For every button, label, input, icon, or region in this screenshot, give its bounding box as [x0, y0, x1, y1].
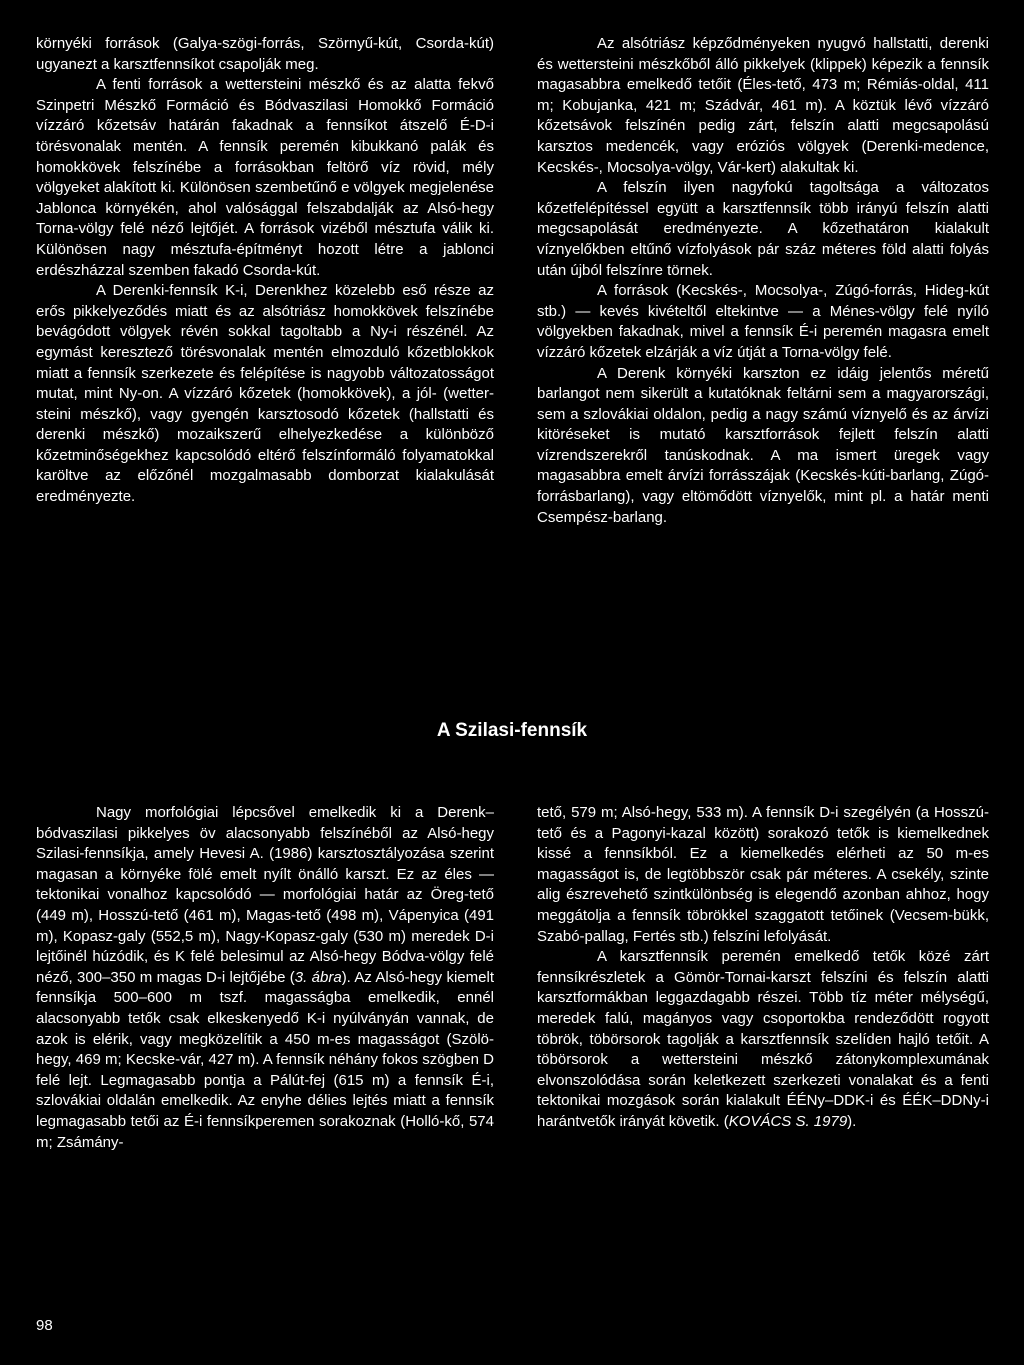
paragraph-text: A karsztfennsík peremén emelkedő tetők közé zárt fennsíkrészletek a Gömör-Tornai-karszt felszíni és felszín alatti karsztformákban leggazdagabb részei. Több tíz méter mélységű, meredek falú, magányos vagy csoportokba rendeződött rogyott töbrök, töbörsorok tagolják a karsztfennsík szelíden hajló tetőit. A töbörsorok a wettersteini mészkő zátonykomplexumának elvonszolódása során keletkezett szerkezeti vonalakat és a fenti tektonikai mozgások során kialakult ÉÉNy–DDK-i és ÉÉK–DDNy-i harántvetők irányát követik. (	[537, 948, 989, 1130]
paragraph	[537, 947, 989, 1132]
paragraph-text: ). Az Alsó-hegy kiemelt fennsíkja 500–600 m tszf. magasságba emelkedik, ennél alacsonyabb tetők csak elkeskenyedő K-i nyúlványán vannak, de azok is elérik, vagy megközelítik a 450 m-es magasságot (Szölö-hegy, 469 m; Kecske-vár, 427 m). A fennsík néhány fokos szögben D felé lejt. Legmagasabb pontja a Pálút-fej (615 m) a fennsík É-i, szlovákiai oldalán emelkedik. Az enyhe délies lejtés miatt a fennsík legmagasabb tetői az É-i fennsíkperemen sorakoznak (Holló-kő, 574 m; Zsámány-	[36, 968, 494, 1151]
paragraph-text: Nagy morfológiai lépcsővel emelkedik ki a Derenk–bódvaszilasi pikkelyes öv alacsonyabb felszínéből az Alsó-hegy Szilasi-fennsíkja, amely Hevesi A. (1986) karsztosztályozása szerint magasan a környéke fölé emelt nyílt önálló karszt. Ez az éles — tektonikai vonalhoz kapcsolódó — morfológiai határ az Öreg-tető (449 m), Hosszú-tető (461 m), Magas-tető (498 m), Vápenyica (491 m), Kopasz-galy (552,5 m), Nagy-Kopasz-galy (530 m) meredek D-i lejtőinél húzódik, és K felé belesimul az Alsó-hegy Bódva-völgy felé néző, 300–350 m magas D-i lejtőjébe (	[36, 804, 494, 986]
bottom-right-column	[537, 803, 989, 1133]
paragraph: A Derenki-fennsík K-i, Derenkhez közelebb eső része az erős pikkelyeződés miatt és az alsótriász homokkövek felszínébe bevágódott völgyek révén sokkal tagoltabb a Ny-i részénél. Az egymást keresztező törésvonalak mentén elmozduló kőzetblokkok miatt a fennsík szerkezete és felépítése is nagyobb változatosságot mutat, mint Ny-on. A vízzáró kőzetek (homokkövek), a jól- (wetter-steini mészkő), vagy gyengén karsztosodó kőzetek (hallstatti és derenki mészkő) mozaikszerű elhelyezkedése a különböző kőzetminőségekhez kapcsolódó eltérő felszínformáló folyamatokkal karöltve az előzőnél mozgalmasabb domborzat kialakulását eredményezte.	[36, 282, 494, 506]
paragraph: A fenti források a wettersteini mészkő és az alatta fekvő Szinpetri Mészkő Formáció és Bódvaszilasi Homokkő Formáció vízzáró kőzetsáv határán fakadnak a fennsíkot átszelő É-D-i törésvonalak mentén. A fennsík peremén kibukkanó palák és homokkövek felszínébe a forrásokban feltörő víz rövid, mély völgyeket alakított ki. Különösen szembetűnő e völgyek megjelenése Jablonca környékén, ahol valósággal felszabdalják az Alsó-hegy Torna-völgy felé néző lejtőjét. A források vizéből mésztufa válik ki. Különösen nagy mésztufa-építményt hozott létre a jablonci erdészházzal szemben fakadó Csorda-kút.	[36, 76, 494, 279]
paragraph: A források (Kecskés-, Mocsolya-, Zúgó-forrás, Hideg-kút stb.) — kevés kivételtől eltekintve — a Ménes-völgy felé nyíló völgyekben fakadnak, mivel a fennsík É-i peremén magasra emelt vízzáró kőzetek elzárják a víz útját a Torna-völgy felé.	[537, 282, 989, 361]
paragraph: környéki források (Galya-szögi-forrás, Szörnyű-kút, Csorda-kút) ugyanezt a karsztfennsíkot csapolják meg.	[36, 35, 494, 73]
top-left-column	[36, 34, 494, 508]
top-right-column	[537, 34, 989, 528]
paragraph: A Derenk környéki karszton ez idáig jelentős méretű barlangot nem sikerült a kutatóknak feltárni sem a magyarországi, sem a szlovákiai oldalon, pedig a nagy számú víznyelő és az árvízi kitöréseket is mutató karsztforrások fejlett felszín alatti vízrendszerekről tanúskodnak. A ma ismert üregek vagy magasabbra emelt árvízi forrásszájak (Kecskés-kúti-barlang, Zúgó-forrásbarlang), vagy eltömődött víznyelők, mint pl. a határ menti Csempész-barlang.	[537, 364, 989, 526]
paragraph	[36, 803, 494, 1153]
citation: KOVÁCS S. 1979	[728, 1112, 848, 1130]
paragraph: Az alsótriász képződményeken nyugvó hallstatti, derenki és wettersteini mészkőből álló pikkelyek (klippek) képezik a fennsík magasabbra emelkedő tetőit (Éles-tető, 473 m; Rémiás-oldal, 411 m; Kobujanka, 421 m; Szádvár, 461 m). A köztük lévő vízzáró kőzetsávok felszínén pedig zárt, felszín alatti megcsapolású karsztos medencék, vagy eróziós völgyek (Derenki-medence, Kecskés-, Mocsolya-völgy, Vár-kert) alakultak ki.	[537, 35, 989, 176]
page-number: 98	[36, 1317, 53, 1334]
paragraph: tető, 579 m; Alsó-hegy, 533 m). A fennsík D-i szegélyén (a Hosszú-tető és a Pagonyi-kazal között) sorakozó tetők is kiemelkednek kissé a fennsíkból. Ez a kiemelkedés elérheti az 50 m-es magasságot is, de legtöbbször csak pár méteres. A csekély, szinte alig észrevehető szintkülönbség is elegendő azonban ahhoz, hogy meggátolja a fennsík töbrökkel szaggatott tetőinek (Vecsem-bükk, Szabó-pallag, Fertés stb.) felszíni lefolyását.	[537, 804, 989, 945]
paragraph-text: ).	[847, 1112, 857, 1130]
section-title: A Szilasi-fennsík	[436, 720, 588, 741]
figure-reference: 3. ábra	[294, 968, 342, 986]
paragraph: A felszín ilyen nagyfokú tagoltsága a változatos kőzetfelépítéssel együtt a karsztfennsík több irányú felszín alatti megcsapolását eredményezte. A kőzethatáron kialakult víznyelőkben eltűnő vízfolyások pár száz méteres föld alatti folyás után újból felszínre törnek.	[537, 179, 989, 279]
bottom-left-column	[36, 803, 494, 1153]
